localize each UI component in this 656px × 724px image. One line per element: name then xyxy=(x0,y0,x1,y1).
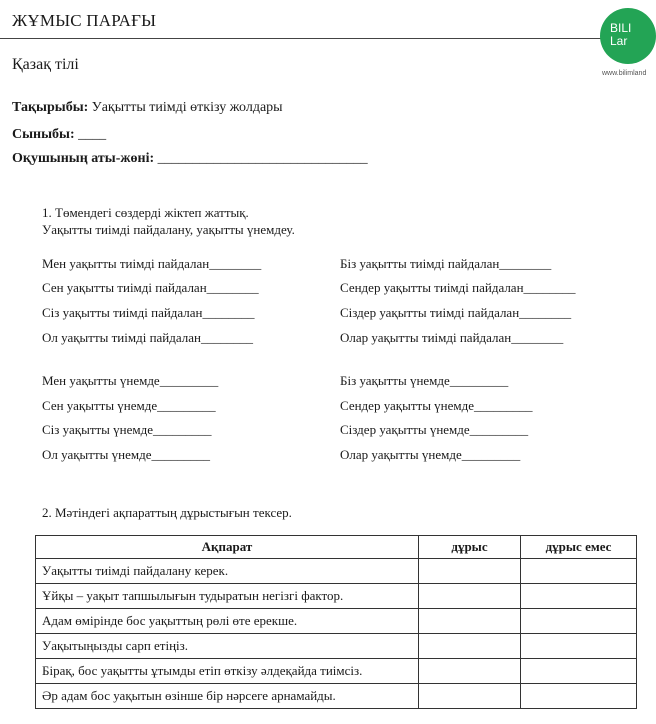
conjugation-item: Ол уақытты тиімді пайдалан________ xyxy=(42,330,253,345)
student-name-line xyxy=(12,151,368,167)
conjugation-item: Олар уақытты үнемде_________ xyxy=(340,447,521,462)
false-answer-cell[interactable] xyxy=(521,584,637,609)
statement-cell: Әр адам бос уақытын өзінше бір нәрсеге арнамайды. xyxy=(36,684,419,709)
table-row xyxy=(36,659,637,684)
statement-cell: Адам өмірінде бос уақыттың рөлі өте ерекше. xyxy=(36,609,419,634)
conjugation-item: Сен уақытты тиімді пайдалан________ xyxy=(42,280,259,295)
true-answer-cell[interactable] xyxy=(419,659,521,684)
topic-value: Уақытты тиімді өткізу жолдары xyxy=(91,100,283,115)
conjugation-item: Сіз уақытты тиімді пайдалан________ xyxy=(42,305,255,320)
student-label: Оқушының аты-жөні: xyxy=(12,151,155,166)
table-row xyxy=(36,584,637,609)
conjugation-item: Мен уақытты тиімді пайдалан________ xyxy=(42,256,262,271)
logo-url: www.bilimland xyxy=(602,70,647,77)
conjugation-item: Сіз уақытты үнемде_________ xyxy=(42,422,212,437)
false-answer-cell[interactable] xyxy=(521,559,637,584)
table-row xyxy=(36,559,637,584)
conjugation-item: Біз уақытты тиімді пайдалан________ xyxy=(340,256,552,271)
grade-blank: ____ xyxy=(78,127,107,142)
grade-label: Сыныбы: xyxy=(12,127,75,142)
conjugation-item: Сендер уақытты тиімді пайдалан________ xyxy=(340,280,576,295)
true-answer-cell[interactable] xyxy=(419,634,521,659)
column-header-statement: Ақпарат xyxy=(36,536,419,559)
task2-title: 2. Мәтіндегі ақпараттың дұрыстығын тексер. xyxy=(42,505,292,520)
false-answer-cell[interactable] xyxy=(521,609,637,634)
conjugation-item: Олар уақытты тиімді пайдалан________ xyxy=(340,330,564,345)
conjugation-item: Ол уақытты үнемде_________ xyxy=(42,447,210,462)
true-answer-cell[interactable] xyxy=(419,684,521,709)
column-header-false: дұрыс емес xyxy=(521,536,637,559)
topic-line xyxy=(12,100,283,116)
false-answer-cell[interactable] xyxy=(521,659,637,684)
column-header-true: дұрыс xyxy=(419,536,521,559)
conjugation-item: Біз уақытты үнемде_________ xyxy=(340,373,509,388)
table-row xyxy=(36,609,637,634)
statement-cell: Уақытыңызды сарп етіңіз. xyxy=(36,634,419,659)
conjugation-item: Сен уақытты үнемде_________ xyxy=(42,398,216,413)
true-false-table xyxy=(35,535,637,709)
conjugation-item: Сіздер уақытты тиімді пайдалан________ xyxy=(340,305,572,320)
topic-label: Тақырыбы: xyxy=(12,100,89,115)
student-blank: ______________________________ xyxy=(157,151,368,166)
false-answer-cell[interactable] xyxy=(521,634,637,659)
task1-title: 1. Төмендегі сөздерді жіктеп жаттық. xyxy=(42,205,249,220)
table-row xyxy=(36,684,637,709)
conjugation-item: Сіздер уақытты үнемде_________ xyxy=(340,422,529,437)
table-header-row xyxy=(36,536,637,559)
conjugation-item: Сендер уақытты үнемде_________ xyxy=(340,398,533,413)
false-answer-cell[interactable] xyxy=(521,684,637,709)
true-answer-cell[interactable] xyxy=(419,584,521,609)
subject-title: Қазақ тілі xyxy=(12,56,79,73)
task1-subtitle: Уақытты тиімді пайдалану, уақытты үнемдеу. xyxy=(42,222,295,237)
table-row xyxy=(36,634,637,659)
statement-cell: Ұйқы – уақыт тапшылығын тудыратын негізгі фактор. xyxy=(36,584,419,609)
true-answer-cell[interactable] xyxy=(419,609,521,634)
grade-line xyxy=(12,127,106,143)
logo-lettering: BILI Lar xyxy=(610,21,632,48)
conjugation-item: Мен уақытты үнемде_________ xyxy=(42,373,219,388)
statement-cell: Бірақ, бос уақытты ұтымды етіп өткізу әлдеқайда тиімсіз. xyxy=(36,659,419,684)
header-divider xyxy=(0,38,606,39)
worksheet-title: ЖҰМЫС ПАРАҒЫ xyxy=(12,11,157,30)
true-answer-cell[interactable] xyxy=(419,559,521,584)
statement-cell: Уақытты тиімді пайдалану керек. xyxy=(36,559,419,584)
